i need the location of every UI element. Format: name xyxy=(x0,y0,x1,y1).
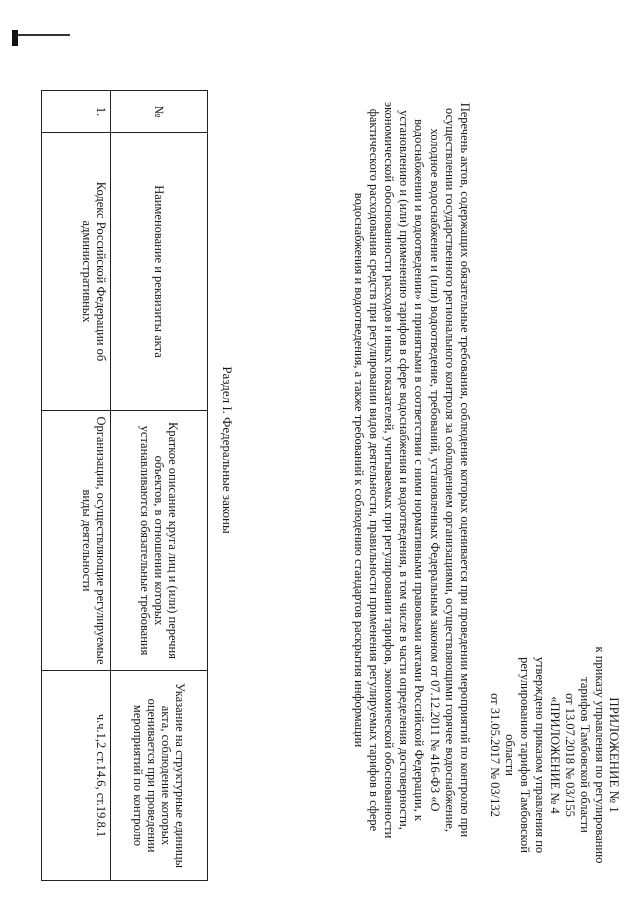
appendix-title: ПРИЛОЖЕНИЕ № 1 xyxy=(607,697,622,813)
table-header-row xyxy=(111,91,208,881)
cell-units: ч.ч.1,2 ст.14.6, ст.19.8.1 xyxy=(42,671,111,881)
appendix-line: к приказу управления по регулированию xyxy=(593,646,607,864)
appendix-line: от 13.07.2018 № 03/155 xyxy=(563,693,577,817)
appendix-line: тарифов Тамбовской области xyxy=(578,677,592,833)
header-number: № xyxy=(111,91,208,133)
appendix-line: области xyxy=(503,734,517,776)
header-structural-units: Указание на структурные единицы акта, соблюдение которых оценивается при проведении мероприятий по контролю xyxy=(111,671,208,881)
appendix-line: утверждено приказом управления по xyxy=(533,656,547,854)
acts-table xyxy=(41,90,208,881)
cell-act: Кодекс Российской Федерации об административных xyxy=(42,133,111,411)
appendix-block xyxy=(487,620,622,890)
table-row xyxy=(42,91,111,881)
section-heading: Раздел I. Федеральные законы xyxy=(220,366,235,534)
appendix-line: регулированию тарифов Тамбовской xyxy=(518,657,532,853)
intro-paragraph: Перечень актов, содержащих обязательные требования, соблюдение которых оценивается при проведении мероприятий по контролю при осуществлении государственного регионального контроля за соблюдением организациями, осуществляющими горячее водоснабжение, холодное водоснабжение и (или) водоотведение, требований, установленных Федеральным законом от 07.12.2011 № 416-ФЗ «О водоснабжении и водоотведении» и принятыми в соответствии с ними нормативными правовыми актами Российской Федерации, к установлению и (или) применению тарифов в сфере водоснабжения и водоотведения, в том числе в части определения достоверности, экономической обоснованности расходов и иных показателей, учитываемых при регулировании тарифов, экономической обоснованности фактического расходования средств при регулировании видов деятельности, правильности применения регулируемых тарифов в сфере водоснабжения и водоотведения, а также требований к соблюдению стандартов раскрытия информации xyxy=(351,101,472,839)
appendix-line: «ПРИЛОЖЕНИЕ № 4 xyxy=(548,696,562,814)
header-act-name: Наименование и реквизиты акта xyxy=(111,133,208,411)
cell-number: 1. xyxy=(42,91,111,133)
header-scope: Краткое описание круга лиц и (или) перечня объектов, в отношении которых устанавливаются обязательные требования xyxy=(111,411,208,671)
appendix-line: от 31.05.2017 № 03/132 xyxy=(488,693,502,817)
cell-scope: Организации, осуществляющие регулируемые виды деятельности xyxy=(42,411,111,671)
